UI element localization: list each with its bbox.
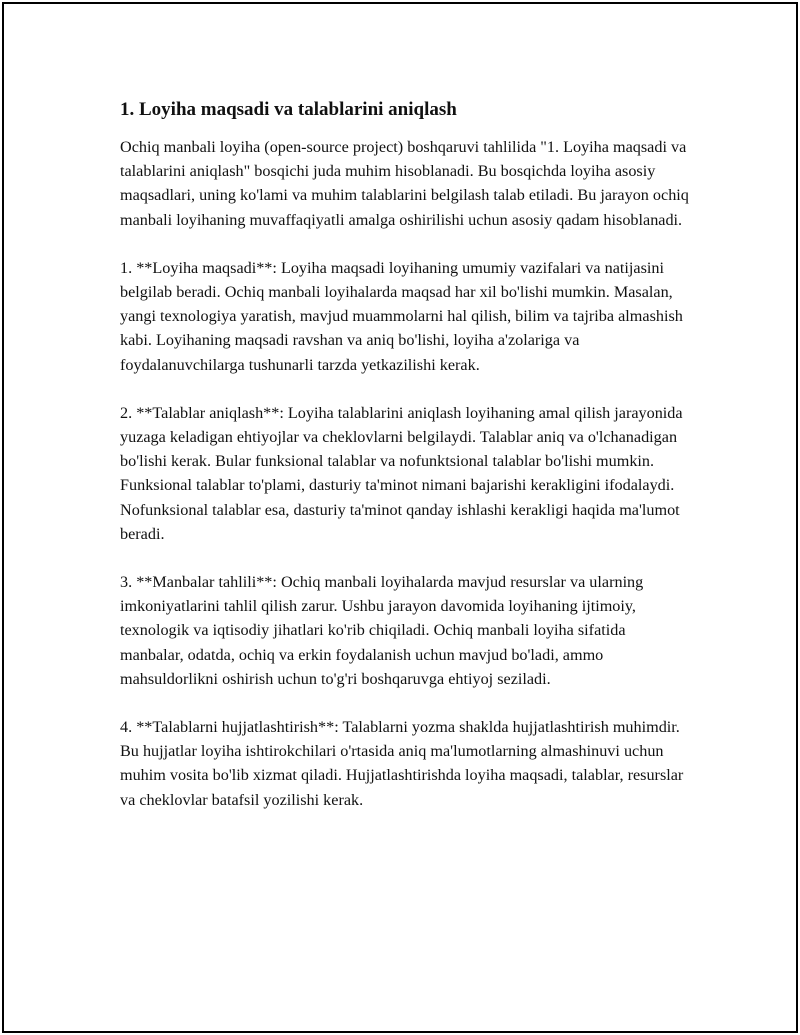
paragraph-loyiha-maqsadi: 1. **Loyiha maqsadi**: Loyiha maqsadi loyihaning umumiy vazifalari va natijasini belgilab beradi. Ochiq manbali loyihalarda maqsad har xil bo'lishi mumkin. Masalan, yangi texnologiya yaratish, mavjud muammolarni hal qilish, bilim va tajriba almashish kabi. Loyihaning maqsadi ravshan va aniq bo'lishi, loyiha a'zolariga va foydalanuvchilarga tushunarli tarzda yetkazilishi kerak.	[120, 258, 683, 374]
document-content	[120, 97, 690, 836]
paragraph-manbalar-tahlili: 3. **Manbalar tahlili**: Ochiq manbali loyihalarda mavjud resurslar va ularning imkoniyatlarini tahlil qilish zarur. Ushbu jarayon davomida loyihaning ijtimoiy, texnologik va iqtisodiy jihatlari ko'rib chiqiladi. Ochiq manbali loyiha sifatida manbalar, odatda, ochiq va erkin foydalanish uchun mavjud bo'ladi, ammo mahsuldorlikni oshirish uchun to'g'ri boshqaruvga ehtiyoj seziladi.	[120, 573, 644, 688]
document-page	[2, 2, 798, 1033]
paragraph-talablarni-hujjatlashtirish: 4. **Talablarni hujjatlashtirish**: Talablarni yozma shaklda hujjatlashtirish muhimdir. Bu hujjatlar loyiha ishtirokchilari o'rtasida aniq ma'lumotlarning almashinuvi uchun muhim vosita bo'lib xizmat qiladi. Hujjatlashtirishda loyiha maqsadi, talablar, resurslar va cheklovlar batafsil yozilishi kerak.	[120, 718, 684, 809]
section-heading: 1. Loyiha maqsadi va talablarini aniqlash	[120, 99, 457, 120]
intro-paragraph: Ochiq manbali loyiha (open-source project) boshqaruvi tahlilida "1. Loyiha maqsadi va talablarini aniqlash" bosqichi juda muhim hisoblanadi. Bu bosqichda loyiha asosiy maqsadlari, uning ko'lami va muhim talablarini belgilash talab etiladi. Bu jarayon ochiq manbali loyihaning muvaffaqiyatli amalga oshirilishi uchun asosiy qadam hisoblanadi.	[120, 138, 689, 229]
paragraph-talablar-aniqlash: 2. **Talablar aniqlash**: Loyiha talablarini aniqlash loyihaning amal qilish jarayonida yuzaga keladigan ehtiyojlar va cheklovlarni belgilaydi. Talablar aniq va o'lchanadigan bo'lishi kerak. Bular funksional talablar va nofunktsional talablar bo'lishi mumkin. Funksional talablar to'plami, dasturiy ta'minot nimani bajarishi kerakligini ifodalaydi. Nofunksional talablar esa, dasturiy ta'minot qanday ishlashi kerakligi haqida ma'lumot beradi.	[120, 403, 683, 543]
